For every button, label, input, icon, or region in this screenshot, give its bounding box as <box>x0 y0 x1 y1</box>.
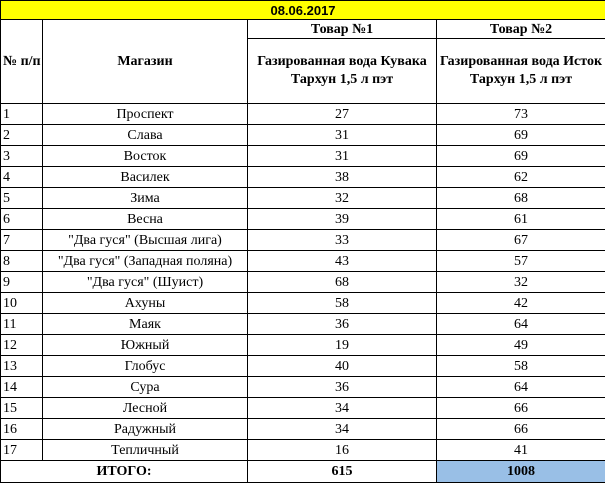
shop-name-cell[interactable]: Восток <box>43 146 248 167</box>
shop-name-cell[interactable]: Зима <box>43 188 248 209</box>
shop-name-cell[interactable]: "Два гуся" (Высшая лига) <box>43 230 248 251</box>
shop-name-cell[interactable]: Проспект <box>43 104 248 125</box>
product1-name-header[interactable]: Газированная вода Кувака Тархун 1,5 л пэт <box>248 39 437 104</box>
product1-value-cell[interactable]: 40 <box>248 356 437 377</box>
table-row <box>1 104 605 125</box>
shop-name-cell[interactable]: Глобус <box>43 356 248 377</box>
product1-value-cell[interactable]: 38 <box>248 167 437 188</box>
shop-name-cell[interactable]: Южный <box>43 335 248 356</box>
product1-value-cell[interactable]: 34 <box>248 419 437 440</box>
product1-value-cell[interactable]: 36 <box>248 377 437 398</box>
row-number-cell[interactable]: 11 <box>1 314 43 335</box>
product1-value-cell[interactable]: 31 <box>248 146 437 167</box>
product1-value-cell[interactable]: 16 <box>248 440 437 461</box>
shop-name-cell[interactable]: Весна <box>43 209 248 230</box>
table-row <box>1 188 605 209</box>
product2-value-cell[interactable]: 64 <box>437 314 605 335</box>
row-number-cell[interactable]: 14 <box>1 377 43 398</box>
row-number-cell[interactable]: 9 <box>1 272 43 293</box>
date-cell[interactable]: 08.06.2017 <box>1 1 605 20</box>
product2-value-cell[interactable]: 68 <box>437 188 605 209</box>
product1-value-cell[interactable]: 43 <box>248 251 437 272</box>
product2-value-cell[interactable]: 69 <box>437 146 605 167</box>
table-row <box>1 251 605 272</box>
table-row <box>1 398 605 419</box>
shop-name-cell[interactable]: Слава <box>43 125 248 146</box>
product2-value-cell[interactable]: 64 <box>437 377 605 398</box>
header-row-1 <box>1 20 605 39</box>
table-row <box>1 146 605 167</box>
total-product2[interactable]: 1008 <box>437 461 605 483</box>
total-row <box>1 461 605 483</box>
shop-name-cell[interactable]: "Два гуся" (Западная поляна) <box>43 251 248 272</box>
row-number-cell[interactable]: 16 <box>1 419 43 440</box>
product2-value-cell[interactable]: 69 <box>437 125 605 146</box>
table-row <box>1 314 605 335</box>
table-row <box>1 230 605 251</box>
table-row <box>1 167 605 188</box>
product1-value-cell[interactable]: 32 <box>248 188 437 209</box>
row-number-cell[interactable]: 17 <box>1 440 43 461</box>
date-row <box>1 1 605 20</box>
row-number-cell[interactable]: 1 <box>1 104 43 125</box>
row-number-cell[interactable]: 10 <box>1 293 43 314</box>
product2-value-cell[interactable]: 62 <box>437 167 605 188</box>
table-row <box>1 419 605 440</box>
table-row <box>1 272 605 293</box>
product1-value-cell[interactable]: 27 <box>248 104 437 125</box>
row-number-cell[interactable]: 4 <box>1 167 43 188</box>
table-row <box>1 356 605 377</box>
product2-value-cell[interactable]: 42 <box>437 293 605 314</box>
product2-value-cell[interactable]: 32 <box>437 272 605 293</box>
product2-value-cell[interactable]: 73 <box>437 104 605 125</box>
product1-value-cell[interactable]: 34 <box>248 398 437 419</box>
shop-name-cell[interactable]: Сура <box>43 377 248 398</box>
table-row <box>1 335 605 356</box>
row-number-cell[interactable]: 12 <box>1 335 43 356</box>
row-number-cell[interactable]: 2 <box>1 125 43 146</box>
shop-name-cell[interactable]: Лесной <box>43 398 248 419</box>
product2-value-cell[interactable]: 57 <box>437 251 605 272</box>
row-number-cell[interactable]: 8 <box>1 251 43 272</box>
product2-value-cell[interactable]: 67 <box>437 230 605 251</box>
total-label[interactable]: ИТОГО: <box>1 461 248 483</box>
row-number-cell[interactable]: 3 <box>1 146 43 167</box>
product1-value-cell[interactable]: 36 <box>248 314 437 335</box>
product1-value-cell[interactable]: 58 <box>248 293 437 314</box>
product2-value-cell[interactable]: 61 <box>437 209 605 230</box>
row-number-cell[interactable]: 7 <box>1 230 43 251</box>
num-header[interactable]: № п/п <box>1 20 43 104</box>
shop-name-cell[interactable]: Радужный <box>43 419 248 440</box>
product1-value-cell[interactable]: 33 <box>248 230 437 251</box>
table-row <box>1 125 605 146</box>
total-product1[interactable]: 615 <box>248 461 437 483</box>
product2-value-cell[interactable]: 58 <box>437 356 605 377</box>
shop-header[interactable]: Магазин <box>43 20 248 104</box>
row-number-cell[interactable]: 5 <box>1 188 43 209</box>
shop-name-cell[interactable]: Маяк <box>43 314 248 335</box>
product1-header[interactable]: Товар №1 <box>248 20 437 39</box>
product1-value-cell[interactable]: 39 <box>248 209 437 230</box>
product2-value-cell[interactable]: 41 <box>437 440 605 461</box>
product2-header[interactable]: Товар №2 <box>437 20 605 39</box>
product2-value-cell[interactable]: 66 <box>437 398 605 419</box>
product1-value-cell[interactable]: 31 <box>248 125 437 146</box>
table-row <box>1 377 605 398</box>
table-row <box>1 293 605 314</box>
shop-name-cell[interactable]: "Два гуся" (Шуист) <box>43 272 248 293</box>
table-row <box>1 209 605 230</box>
product2-value-cell[interactable]: 66 <box>437 419 605 440</box>
product1-value-cell[interactable]: 19 <box>248 335 437 356</box>
row-number-cell[interactable]: 13 <box>1 356 43 377</box>
shop-name-cell[interactable]: Ахуны <box>43 293 248 314</box>
shop-name-cell[interactable]: Тепличный <box>43 440 248 461</box>
product2-value-cell[interactable]: 49 <box>437 335 605 356</box>
row-number-cell[interactable]: 6 <box>1 209 43 230</box>
product2-name-header[interactable]: Газированная вода Исток Тархун 1,5 л пэт <box>437 39 605 104</box>
table-row <box>1 440 605 461</box>
row-number-cell[interactable]: 15 <box>1 398 43 419</box>
product1-value-cell[interactable]: 68 <box>248 272 437 293</box>
shop-name-cell[interactable]: Василек <box>43 167 248 188</box>
